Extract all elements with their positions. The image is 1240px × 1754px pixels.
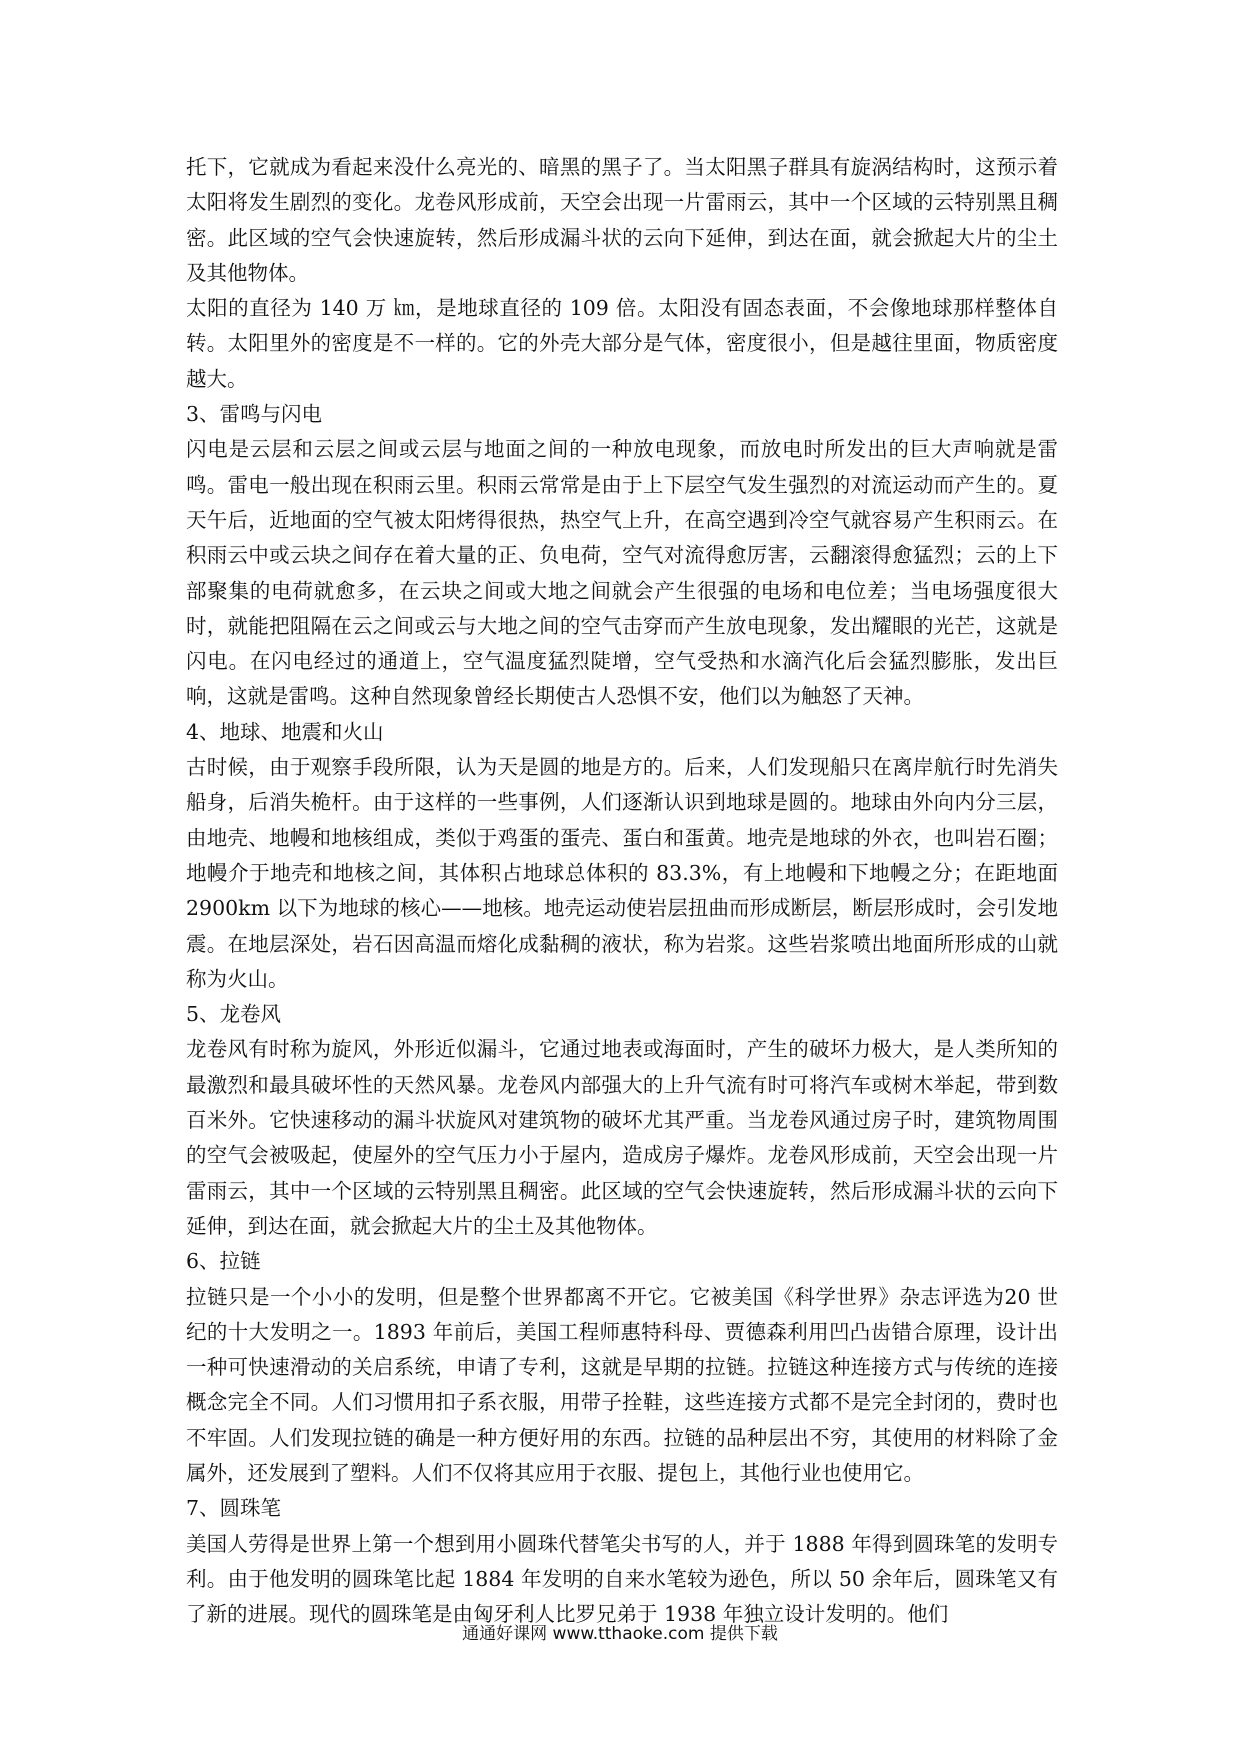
section-heading-zipper: 6、拉链 (186, 1249, 261, 1274)
paragraph-tornado: 龙卷风有时称为旋风，外形近似漏斗，它通过地表或海面时，产生的破坏力极大，是人类所知的最激烈和最具破坏性的天然风暴。龙卷风内部强大的上升气流有时可将汽车或树木举起，带到数百米外。它快速移动的漏斗状旋风对建筑物的破坏尤其严重。当龙卷风通过房子时，建筑物周围的空气会被吸起，使屋外的空气压力小于屋内，造成房子爆炸。龙卷风形成前，天空会出现一片雷雨云，其中一个区域的云特别黑且稠密。此区域的空气会快速旋转，然后形成漏斗状的云向下延伸，到达在面，就会掀起大片的尘土及其他物体。 (186, 1037, 1058, 1238)
paragraph-thunder-lightning: 闪电是云层和云层之间或云层与地面之间的一种放电现象，而放电时所发出的巨大声响就是雷鸣。雷电一般出现在积雨云里。积雨云常常是由于上下层空气发生强烈的对流运动而产生的。夏天午后，近地面的空气被太阳烤得很热，热空气上升，在高空遇到冷空气就容易产生积雨云。在积雨云中或云块之间存在着大量的正、负电荷，空气对流得愈厉害，云翻滚得愈猛烈；云的上下部聚集的电荷就愈多，在云块之间或大地之间就会产生很强的电场和电位差；当电场强度很大时，就能把阻隔在云之间或云与大地之间的空气击穿而产生放电现象，发出耀眼的光芒，这就是闪电。在闪电经过的通道上，空气温度猛烈陡增，空气受热和水滴汽化后会猛烈膨胀，发出巨响，这就是雷鸣。这种自然现象曾经长期使古人恐惧不安，他们以为触怒了天神。 (186, 437, 1058, 709)
paragraph-zipper: 拉链只是一个小小的发明，但是整个世界都离不开它。它被美国《科学世界》杂志评选为20 世纪的十大发明之一。1893 年前后，美国工程师惠特科母、贾德森利用凹凸齿错合原理，设计出一种可快速滑动的关启系统，申请了专利，这就是早期的拉链。拉链这种连接方式与传统的连接概念完全不同。人们习惯用扣子系衣服，用带子拴鞋，这些连接方式都不是完全封闭的，费时也不牢固。人们发现拉链的确是一种方便好用的东西。拉链的品种层出不穷，其使用的材料除了金属外，还发展到了塑料。人们不仅将其应用于衣服、提包上，其他行业也使用它。 (186, 1284, 1058, 1485)
section-heading-ballpoint-pen: 7、圆珠笔 (186, 1496, 282, 1521)
paragraph-earth-earthquake-volcano: 古时候，由于观察手段所限，认为天是圆的地是方的。后来，人们发现船只在离岸航行时先消失船身，后消失桅杆。由于这样的一些事例，人们逐渐认识到地球是圆的。地球由外向内分三层，由地壳、地幔和地核组成，类似于鸡蛋的蛋壳、蛋白和蛋黄。地壳是地球的外衣，也叫岩石圈；地幔介于地壳和地核之间，其体积占地球总体积的 83.3%，有上地幔和下地幔之分；在距地面 2900km 以下为地球的核心——地核。地壳运动使岩层扭曲而形成断层，断层形成时，会引发地震。在地层深处，岩石因高温而熔化成黏稠的液状，称为岩浆。这些岩浆喷出地面所形成的山就称为火山。 (186, 755, 1058, 991)
paragraph-sunspot-continued: 托下，它就成为看起来没什么亮光的、暗黑的黑子了。当太阳黑子群具有旋涡结构时，这预示着太阳将发生剧烈的变化。龙卷风形成前，天空会出现一片雷雨云，其中一个区域的云特别黑且稠密。此区域的空气会快速旋转，然后形成漏斗状的云向下延伸，到达在面，就会掀起大片的尘土及其他物体。 (186, 155, 1058, 285)
paragraph-sun-diameter: 太阳的直径为 140 万 ㎞，是地球直径的 109 倍。太阳没有固态表面，不会像地球那样整体自转。太阳里外的密度是不一样的。它的外壳大部分是气体，密度很小，但是越往里面，物质密度越大。 (186, 296, 1058, 391)
document-body (186, 150, 1058, 1632)
paragraph-ballpoint-pen: 美国人劳得是世界上第一个想到用小圆珠代替笔尖书写的人，并于 1888 年得到圆珠笔的发明专利。由于他发明的圆珠笔比起 1884 年发明的自来水笔较为逊色，所以 50 余年后，圆珠笔又有了新的进展。现代的圆珠笔是由匈牙利人比罗兄弟于 1938 年独立设计发明的。他们 (186, 1531, 1058, 1627)
section-heading-tornado: 5、龙卷风 (186, 1002, 282, 1027)
page-footer: 通通好课网 www.tthaoke.com 提供下载 (462, 1624, 778, 1644)
section-heading-earth-earthquake-volcano: 4、地球、地震和火山 (186, 719, 384, 744)
section-heading-thunder-lightning: 3、雷鸣与闪电 (186, 402, 323, 427)
